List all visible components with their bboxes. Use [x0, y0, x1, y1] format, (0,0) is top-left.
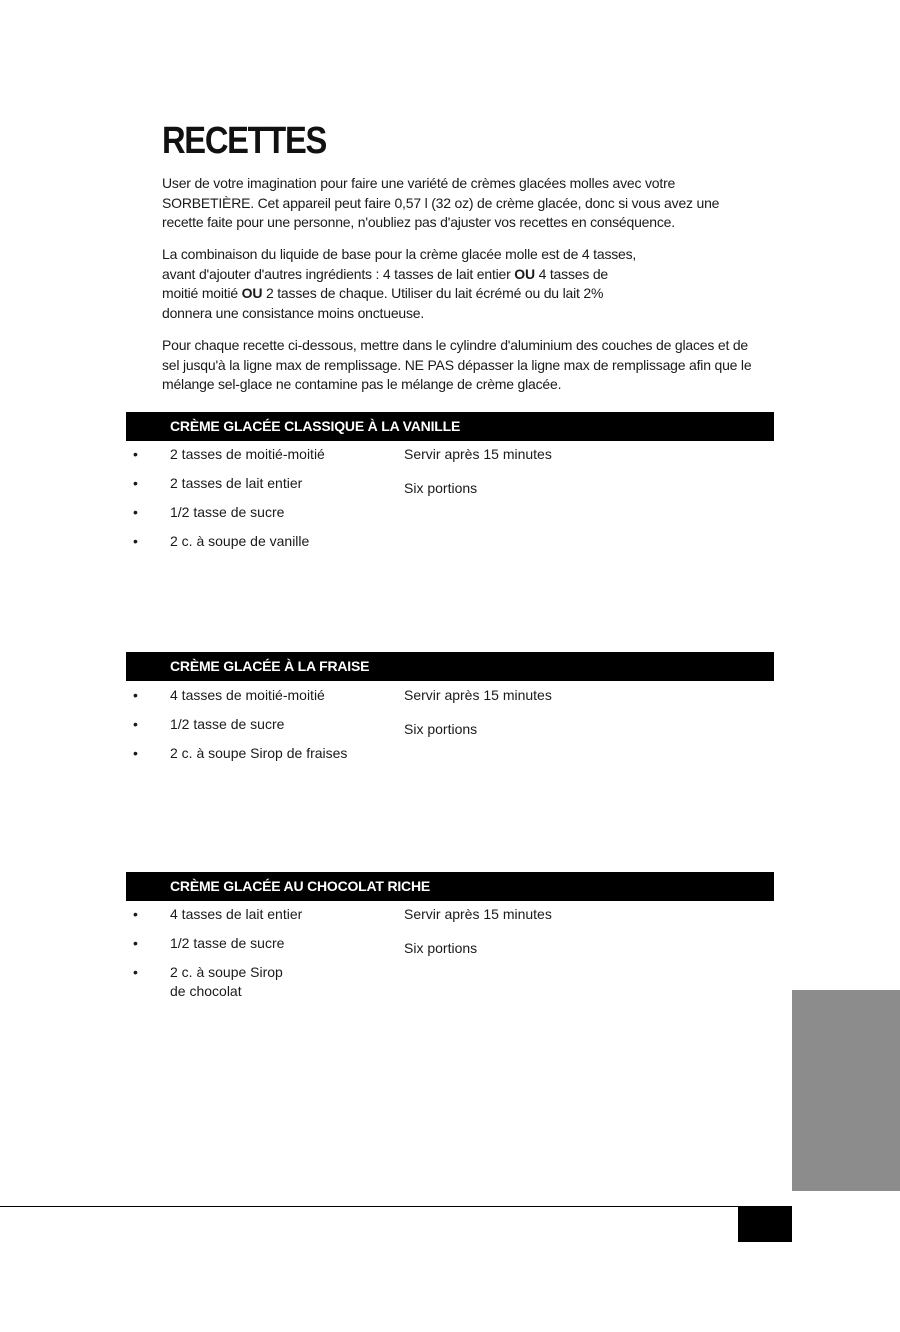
recipe-header-vanilla — [126, 412, 774, 441]
ingredient-text: 1/2 tasse de sucre — [170, 504, 285, 520]
recipe-header-chocolate — [126, 872, 774, 901]
intro-p2-or-2: OU — [241, 285, 263, 301]
portions: Six portions — [404, 940, 478, 956]
recipe-title: CRÈME GLACÉE CLASSIQUE À LA VANILLE — [170, 418, 461, 434]
portions: Six portions — [404, 480, 478, 496]
recipe-header-strawberry — [126, 652, 774, 681]
ingredient-text: 1/2 tasse de sucre — [170, 716, 285, 732]
bullet: • — [133, 475, 138, 491]
ingredient-list-chocolate — [130, 905, 400, 1011]
ingredient-list-strawberry — [130, 686, 400, 773]
list-item — [130, 532, 400, 551]
ingredient-text: 2 c. à soupe Sirop de chocolat — [170, 964, 283, 999]
intro-paragraph-3: Pour chaque recette ci-dessous, mettre dans le cylindre d'aluminium des couches de glaces et de sel jusqu'à la ligne max de remplissage. NE PAS dépasser la ligne max de remplissage afin que le mélange sel-glace ne contamine pas le mélange de crème glacée. — [162, 337, 752, 392]
serve-time: Servir après 15 minutes — [404, 446, 552, 462]
bullet: • — [133, 906, 138, 922]
footer-rule — [0, 1206, 792, 1207]
list-item — [130, 963, 300, 1001]
bullet: • — [133, 533, 138, 549]
intro-p2-text-b: 4 tasses de moitié moitié — [162, 265, 608, 301]
intro-p2-text-c: 2 tasses de chaque. Utiliser du lait écrémé ou du lait 2% donnera une consistance moins onctueuse. — [162, 285, 604, 321]
recipe-info-strawberry — [404, 686, 552, 739]
side-tab — [792, 990, 900, 1191]
ingredient-text: 1/2 tasse de sucre — [170, 935, 285, 951]
ingredient-text: 4 tasses de lait entier — [170, 906, 303, 922]
list-item — [130, 905, 400, 924]
ingredient-text: 4 tasses de moitié-moitié — [170, 687, 325, 703]
bullet: • — [133, 716, 138, 732]
list-item — [130, 503, 400, 522]
bullet: • — [133, 446, 138, 462]
intro-paragraph-1: User de votre imagination pour faire une variété de crèmes glacées molles avec votre SORBETIÈRE. Cet appareil peut faire 0,57 l (32 oz) de crème glacée, donc si vous avez une recette faite pour une personne, n'oubliez pas d'ajuster vos recettes en conséquence. — [162, 175, 720, 230]
serve-time: Servir après 15 minutes — [404, 687, 552, 703]
recipe-title: CRÈME GLACÉE AU CHOCOLAT RICHE — [170, 878, 431, 894]
list-item — [130, 474, 400, 493]
bullet: • — [133, 504, 138, 520]
portions: Six portions — [404, 721, 478, 737]
ingredient-text: 2 tasses de lait entier — [170, 475, 303, 491]
ingredient-text: 2 tasses de moitié-moitié — [170, 446, 325, 462]
ingredient-list-vanilla — [130, 445, 400, 561]
bullet: • — [133, 964, 138, 980]
list-item — [130, 686, 400, 705]
list-item — [130, 445, 400, 464]
page-title: RECETTES — [162, 120, 327, 162]
recipe-info-vanilla — [404, 445, 552, 498]
intro-p2-or-1: OU — [514, 265, 535, 282]
bullet: • — [133, 687, 138, 703]
list-item — [130, 744, 400, 763]
bullet: • — [133, 935, 138, 951]
page-number-box — [738, 1206, 792, 1242]
recipe-title: CRÈME GLACÉE À LA FRAISE — [170, 658, 370, 674]
ingredient-text: 2 c. à soupe Sirop de fraises — [170, 745, 348, 761]
intro-paragraph-2 — [162, 245, 642, 323]
list-item — [130, 934, 400, 953]
ingredient-text: 2 c. à soupe de vanille — [170, 533, 310, 549]
recipe-info-chocolate — [404, 905, 552, 958]
list-item — [130, 715, 400, 734]
serve-time: Servir après 15 minutes — [404, 906, 552, 922]
intro-p2-text-a: La combinaison du liquide de base pour la crème glacée molle est de 4 tasses, avant d'ajouter d'autres ingrédients : 4 tasses de lait entier — [162, 246, 637, 282]
bullet: • — [133, 745, 138, 761]
